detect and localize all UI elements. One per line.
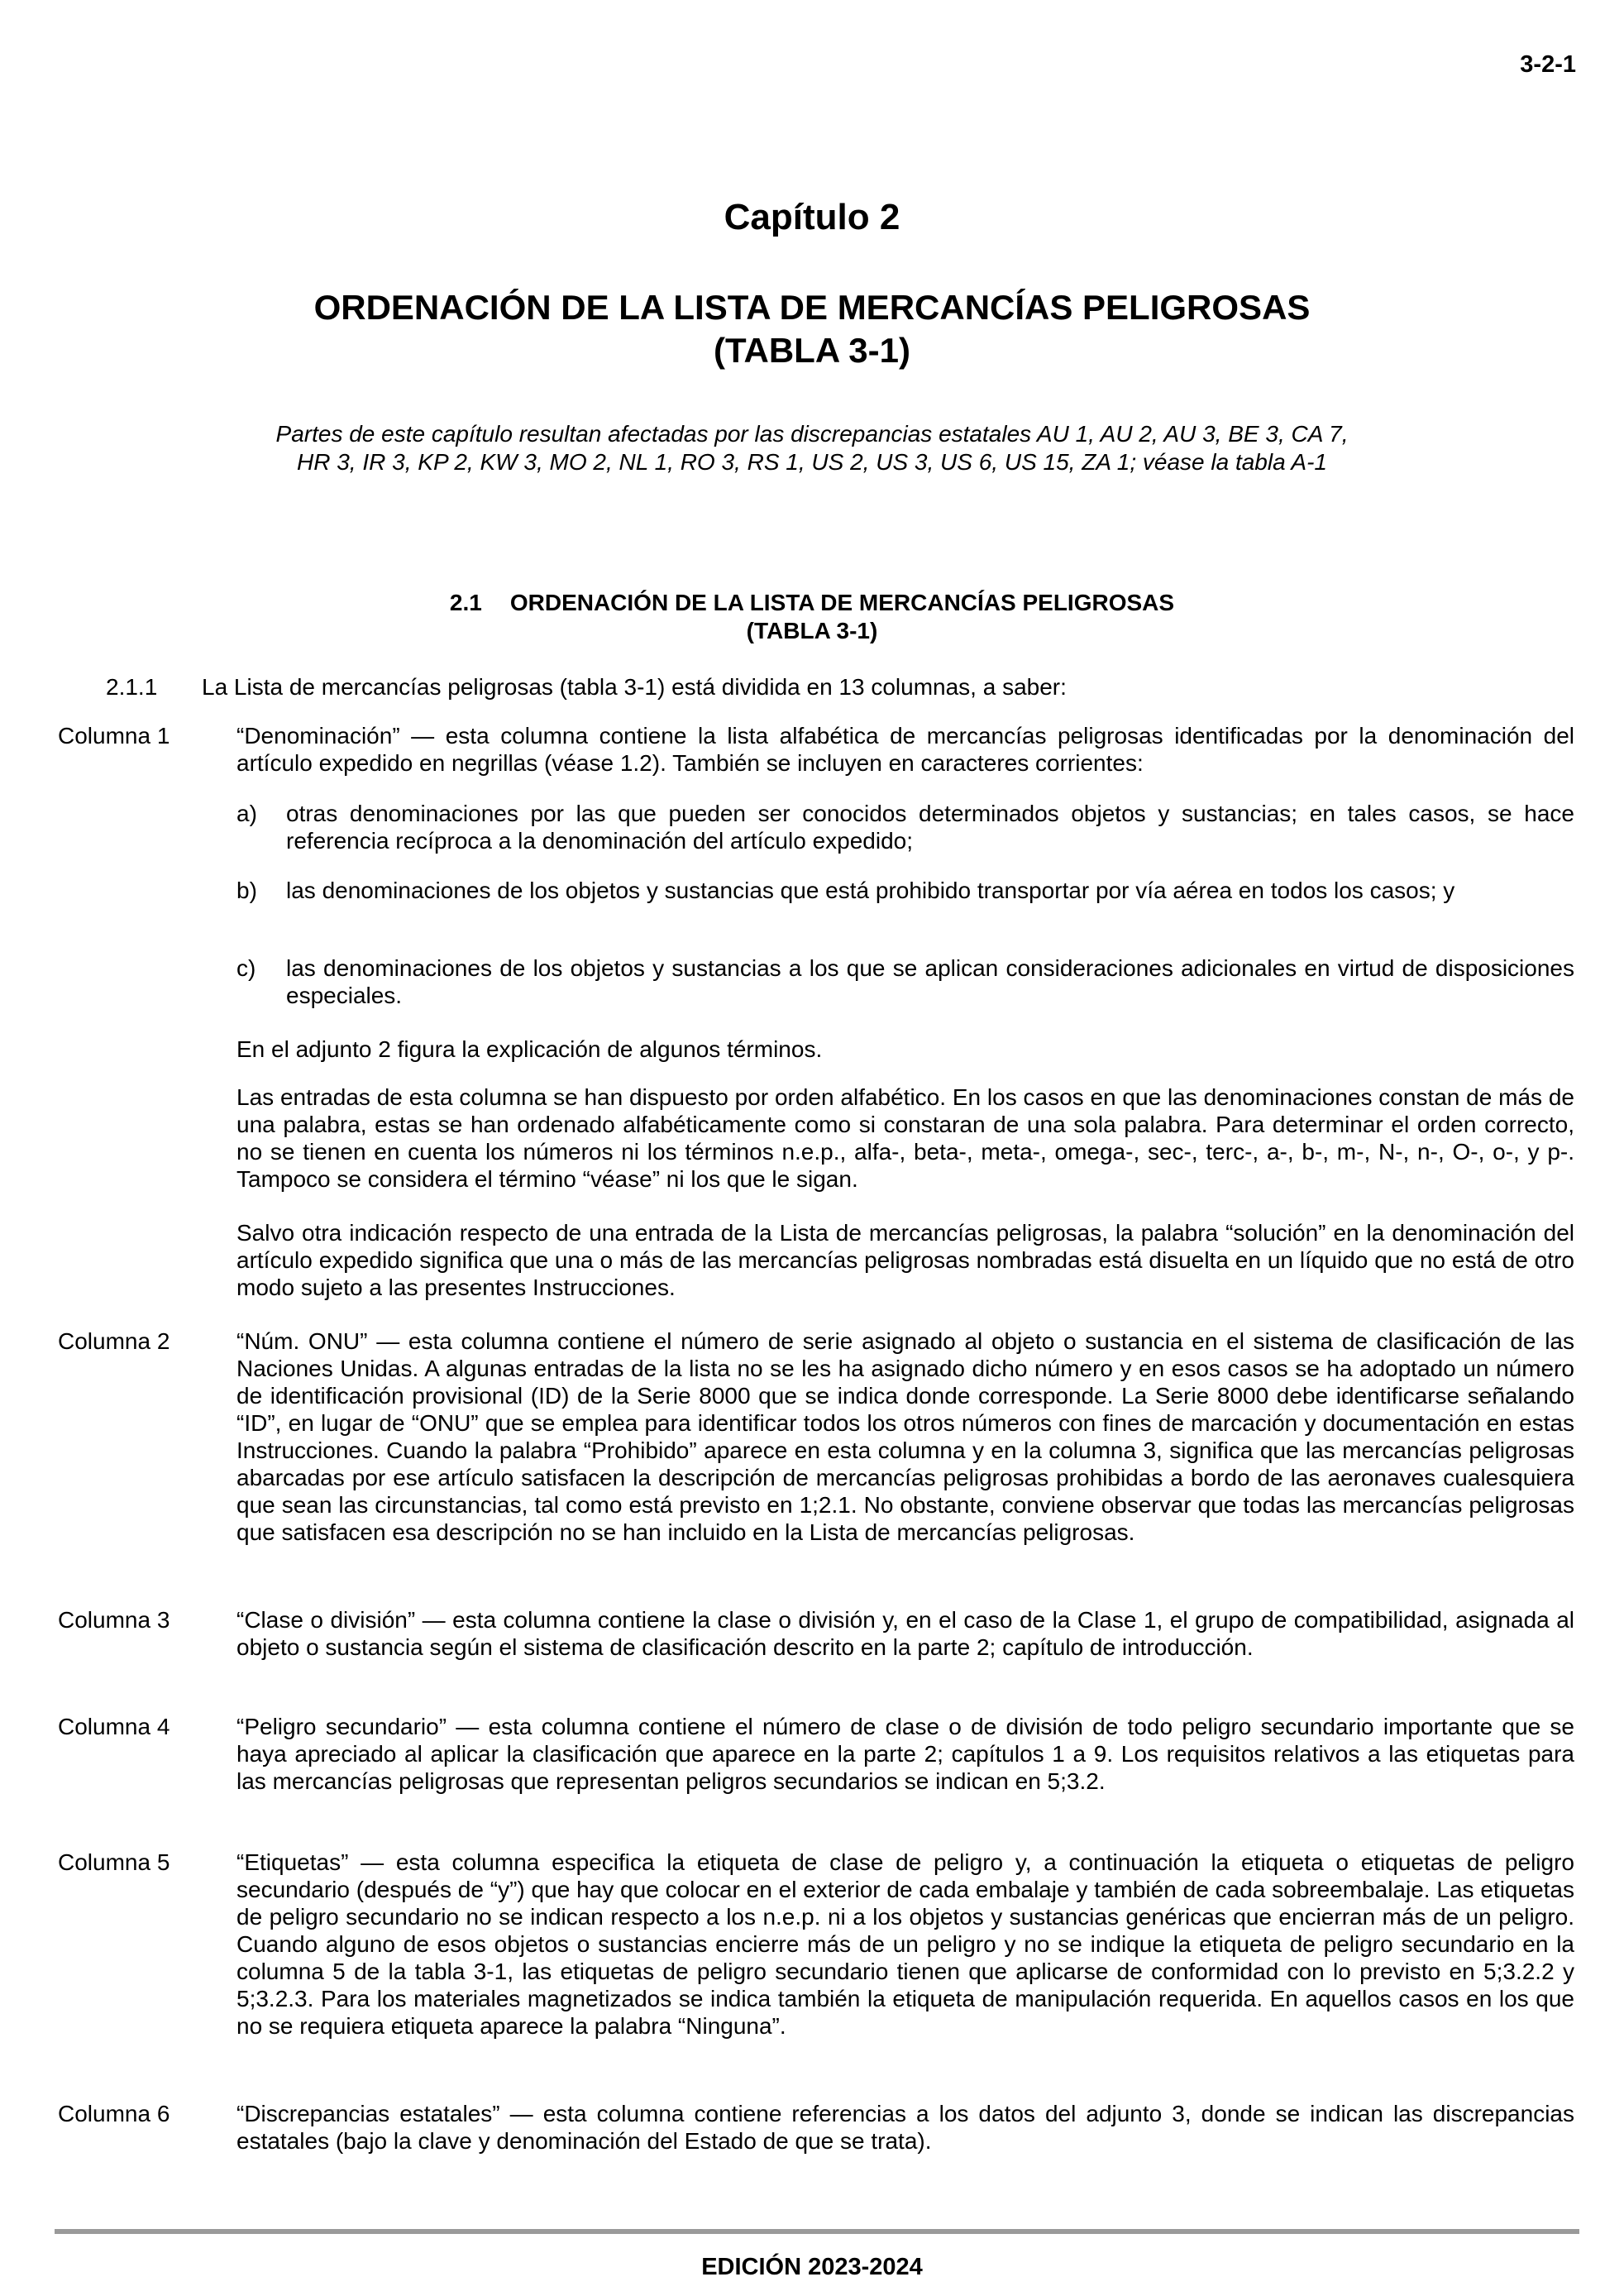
page-number: 3-2-1 bbox=[1520, 51, 1576, 78]
discrepancies-note-line-2: HR 3, IR 3, KP 2, KW 3, MO 2, NL 1, RO 3, RS 1, US 2, US 3, US 6, US 15, ZA 1; véase la tabla A-1 bbox=[297, 449, 1327, 475]
footer-edition: EDICIÓN 2023-2024 bbox=[701, 2254, 923, 2280]
list-item-letter: c) bbox=[236, 955, 256, 981]
column-6-label: Columna 6 bbox=[58, 2101, 170, 2126]
column-4-description: “Peligro secundario” — esta columna contiene el número de clase o de división de todo peligro secundario importante que se haya apreciado al aplicar la clasificación que aparece en la parte 2; capítulos 1 a 9. Los requisitos relativos a las etiquetas para las mercancías peligrosas que representan peligros secundarios se indican en 5;3.2. bbox=[236, 1714, 1574, 1794]
list-item-letter: a) bbox=[236, 801, 257, 826]
section-title: ORDENACIÓN DE LA LISTA DE MERCANCÍAS PELIGROSAS bbox=[509, 590, 1175, 615]
column-3-label: Columna 3 bbox=[58, 1607, 170, 1633]
chapter-number: Capítulo 2 bbox=[724, 197, 900, 237]
column-5-label: Columna 5 bbox=[58, 1849, 170, 1875]
list-item-text: las denominaciones de los objetos y sustancias a los que se aplican consideraciones adicionales en virtud de disposiciones especiales. bbox=[286, 955, 1574, 1008]
chapter-title: ORDENACIÓN DE LA LISTA DE MERCANCÍAS PELIGROSAS bbox=[313, 288, 1311, 327]
column-4-label: Columna 4 bbox=[58, 1714, 170, 1739]
section-subtitle: (TABLA 3-1) bbox=[746, 618, 878, 643]
column-2-description: “Núm. ONU” — esta columna contiene el número de serie asignado al objeto o sustancia en el sistema de clasificación de las Naciones Unidas. A algunas entradas de la lista no se les ha asignado dicho número y en esos casos se ha adoptado un número de identificación provisional (ID) de la Serie 8000 que se indica donde corresponde. La Serie 8000 debe identificarse señalando “ID”, en lugar de “ONU” que se emplea para identificar todos los otros números con fines de marcación y documentación en estas Instrucciones. Cuando la palabra “Prohibido” aparece en esta columna y en la columna 3, significa que las mercancías peligrosas abarcadas por ese artículo satisfacen la descripción de mercancías peligrosas prohibidas a bordo de las aeronaves cualesquiera que sean las circunstancias, tal como está previsto en 1;2.1. No obstante, conviene observar que todas las mercancías peligrosas que satisfacen esa descripción no se han incluido en la Lista de mercancías peligrosas. bbox=[236, 1328, 1574, 1545]
section-number: 2.1 bbox=[449, 590, 482, 615]
column-3-description: “Clase o división” — esta columna contiene la clase o división y, en el caso de la Clase 1, el grupo de compatibilidad, asignada al objeto o sustancia según el sistema de clasificación descrito en la parte 2; capítulo de introducción. bbox=[236, 1607, 1574, 1660]
column-1-solution-note: Salvo otra indicación respecto de una entrada de la Lista de mercancías peligrosas, la palabra “solución” en la denominación del artículo expedido significa que una o más de las mercancías peligrosas nombradas está disuelta en un líquido que no está de otro modo sujeto a las presentes Instrucciones. bbox=[236, 1220, 1574, 1300]
column-1-description: “Denominación” — esta columna contiene la lista alfabética de mercancías peligrosas identificadas por la denominación del artículo expedido en negrillas (véase 1.2). También se incluyen en caracteres corrientes: bbox=[236, 723, 1574, 776]
column-2-label: Columna 2 bbox=[58, 1328, 170, 1354]
column-1-label: Columna 1 bbox=[58, 723, 170, 749]
paragraph-number: 2.1.1 bbox=[106, 674, 158, 700]
chapter-title-table-ref: (TABLA 3-1) bbox=[714, 331, 910, 370]
column-1-terms-note: En el adjunto 2 figura la explicación de algunos términos. bbox=[236, 1036, 823, 1062]
list-item-letter: b) bbox=[236, 878, 257, 903]
discrepancies-note-line-1: Partes de este capítulo resultan afectadas por las discrepancias estatales AU 1, AU 2, AU 3, BE 3, CA 7, bbox=[275, 421, 1349, 447]
section-heading bbox=[0, 589, 1624, 617]
column-6-description: “Discrepancias estatales” — esta columna contiene referencias a los datos del adjunto 3, donde se indican las discrepancias estatales (bajo la clave y denominación del Estado de que se trata). bbox=[236, 2101, 1574, 2154]
column-5-description: “Etiquetas” — esta columna especifica la etiqueta de clase de peligro y, a continuación la etiqueta o etiquetas de peligro secundario (después de “y”) que hay que colocar en el exterior de cada embalaje y también de cada sobreembalaje. Las etiquetas de peligro secundario no se indican respecto a los n.e.p. ni a los objetos y sustancias genéricas que encierran más de un peligro. Cuando alguno de esos objetos o sustancias encierre más de un peligro y no se indique la etiqueta de peligro secundario en la columna 5 de la tabla 3-1, las etiquetas de peligro secundario tienen que aplicarse de conformidad con lo previsto en 5;3.2.2 y 5;3.2.3. Para los materiales magnetizados se indica también la etiqueta de manipulación requerida. En aquellos casos en los que no se requiera etiqueta aparece la palabra “Ninguna”. bbox=[236, 1849, 1574, 2039]
list-item-text: las denominaciones de los objetos y sustancias que está prohibido transportar por vía aérea en todos los casos; y bbox=[286, 878, 1455, 903]
intro-text: La Lista de mercancías peligrosas (tabla 3-1) está dividida en 13 columnas, a saber: bbox=[202, 674, 1067, 700]
list-item-text: otras denominaciones por las que pueden ser conocidos determinados objetos y sustancias; en tales casos, se hace referencia recíproca a la denominación del artículo expedido; bbox=[286, 801, 1574, 854]
column-1-ordering-note: Las entradas de esta columna se han dispuesto por orden alfabético. En los casos en que las denominaciones constan de más de una palabra, estas se han ordenado alfabéticamente como si constaran de una sola palabra. Para determinar el orden correcto, no se tienen en cuenta los números ni los términos n.e.p., alfa-, beta-, meta-, omega-, sec-, terc-, a-, b-, m-, N-, n-, O-, o-, y p-. Tampoco se considera el término “véase” ni los que le sigan. bbox=[236, 1084, 1574, 1192]
footer-divider bbox=[55, 2229, 1579, 2234]
